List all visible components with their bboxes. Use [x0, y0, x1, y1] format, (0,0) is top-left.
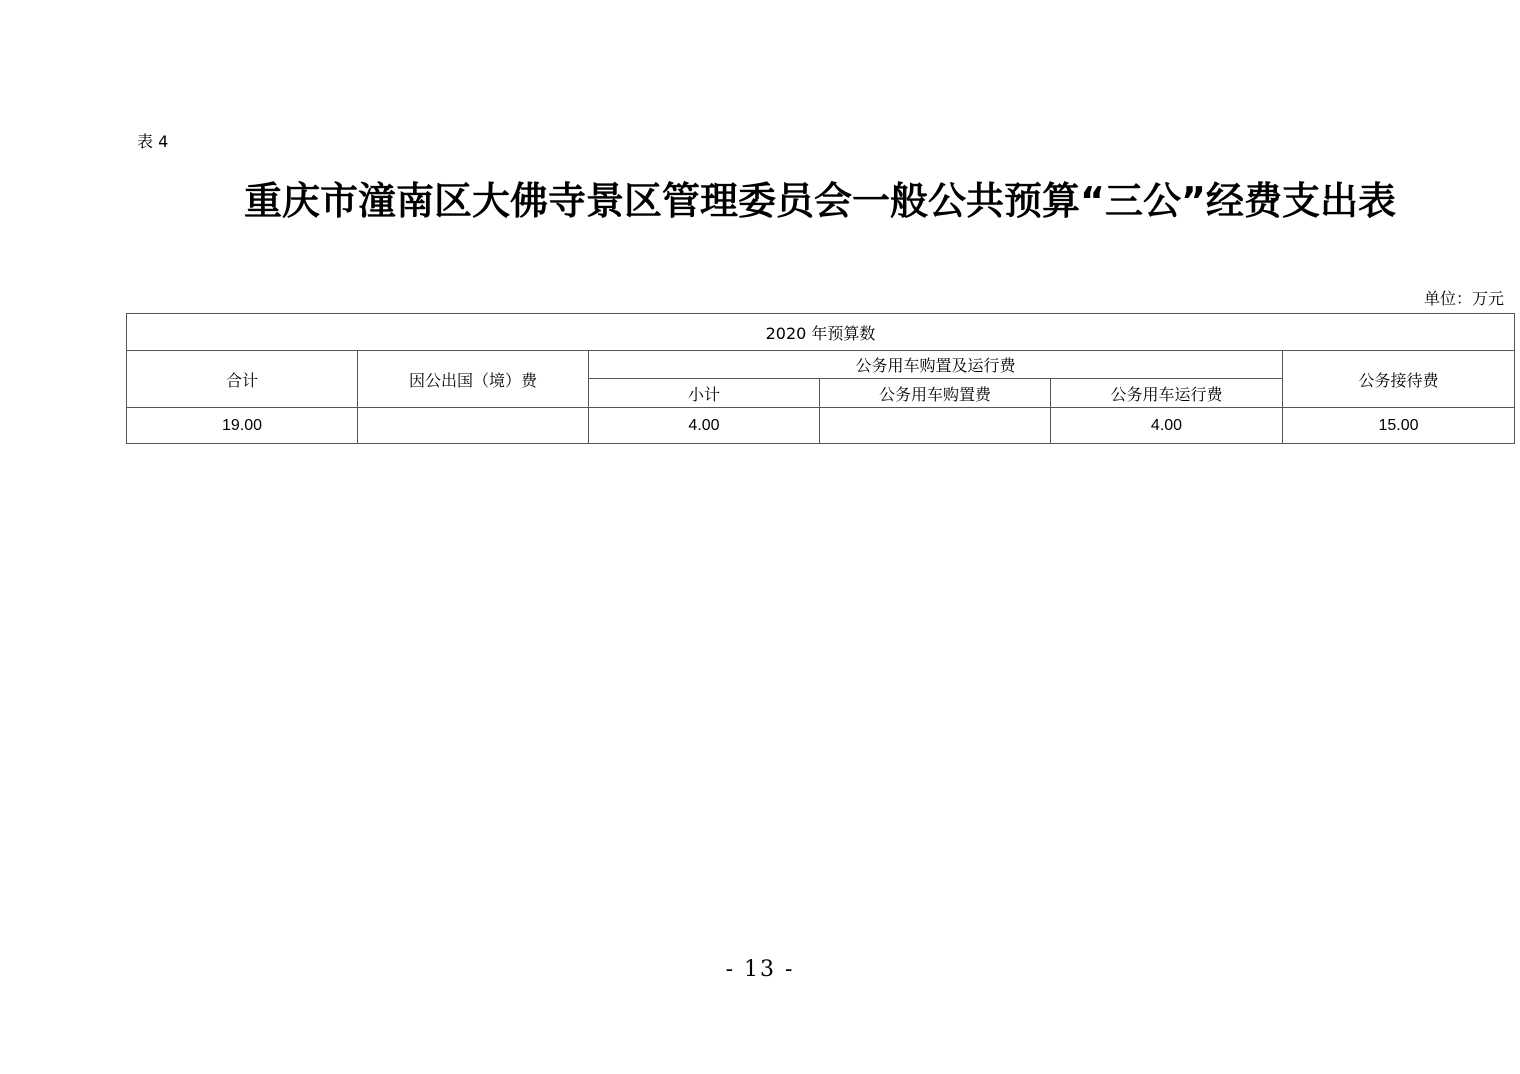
cell-reception: 15.00 — [1283, 408, 1515, 444]
table-label: 表 4 — [137, 132, 169, 151]
header-vehicle-group: 公务用车购置及运行费 — [589, 351, 1283, 379]
year-header-cell: 2020 年预算数 — [127, 314, 1515, 351]
header-overseas: 因公出国（境）费 — [358, 351, 589, 408]
header-reception: 公务接待费 — [1283, 351, 1515, 408]
page-number: - 13 - — [725, 957, 795, 982]
table-row-year — [127, 314, 1515, 351]
table-row-group-header — [127, 351, 1515, 379]
header-vehicle-purchase: 公务用车购置费 — [820, 379, 1051, 408]
budget-table — [126, 313, 1515, 444]
header-vehicle-operation: 公务用车运行费 — [1051, 379, 1283, 408]
cell-overseas — [358, 408, 589, 444]
header-total: 合计 — [127, 351, 358, 408]
table-row — [127, 408, 1515, 444]
cell-vehicle-operation: 4.00 — [1051, 408, 1283, 444]
cell-vehicle-purchase — [820, 408, 1051, 444]
unit-note: 单位：万元 — [1423, 289, 1504, 308]
cell-vehicle-subtotal: 4.00 — [589, 408, 820, 444]
cell-total: 19.00 — [127, 408, 358, 444]
header-vehicle-subtotal: 小计 — [589, 379, 820, 408]
document-title: 重庆市潼南区大佛寺景区管理委员会一般公共预算“三公”经费支出表 — [244, 179, 1396, 223]
